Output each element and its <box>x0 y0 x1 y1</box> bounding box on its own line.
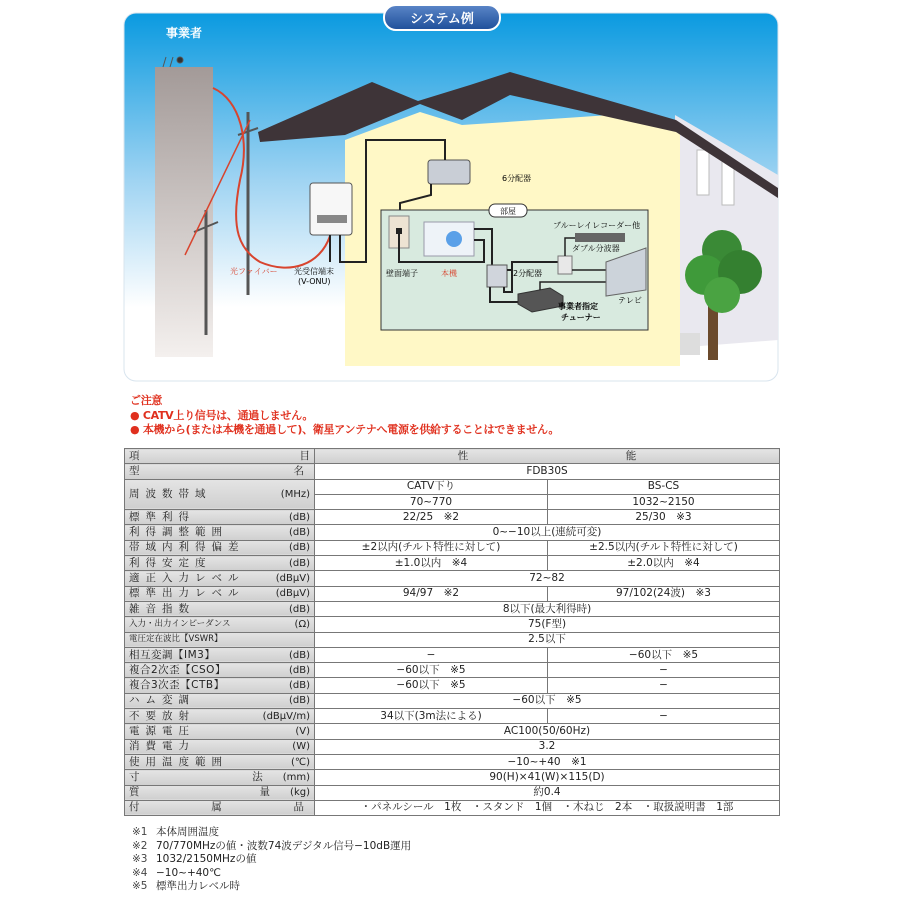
spec-row <box>125 800 780 815</box>
spec-row <box>125 464 780 479</box>
spec-value: 1032~2150 <box>548 494 780 509</box>
spec-label: 付 <box>129 801 146 814</box>
spec-label-end: 量 <box>259 786 277 799</box>
spec-row <box>125 709 780 724</box>
spec-row <box>125 754 780 769</box>
spec-value: − <box>548 678 780 693</box>
footnote-mark: ※1 <box>132 826 148 838</box>
spec-label: 電圧定在波比【VSWR】 <box>129 634 223 645</box>
spec-label: 複合3次歪【CTB】 <box>129 679 225 692</box>
spec-value: ±1.0以内 ※4 <box>315 556 548 571</box>
diplexer-label: ダブル分波器 <box>572 244 620 253</box>
spec-row <box>125 785 780 800</box>
spec-value: ・パネルシール 1枚 ・スタンド 1個 ・木ねじ 2本 ・取扱説明書 1部 <box>315 800 780 815</box>
spec-value: 2.5以下 <box>315 632 780 647</box>
spec-row <box>125 663 780 678</box>
footnote <box>132 880 411 894</box>
spec-row <box>125 770 780 785</box>
system-diagram <box>0 0 900 395</box>
spec-unit: (W) <box>292 741 310 753</box>
spec-label: 相互変調【IM3】 <box>129 648 216 661</box>
spec-unit: (dB) <box>288 603 310 615</box>
spec-row <box>125 724 780 739</box>
spec-value: 8以下(最大利得時) <box>315 601 780 616</box>
spec-unit: (Ω) <box>294 618 310 630</box>
onu-device <box>310 183 352 235</box>
spec-row <box>125 479 780 494</box>
footnote <box>132 867 411 881</box>
spec-value: ±2以内(チルト特性に対して) <box>315 540 548 555</box>
spec-row <box>125 617 780 632</box>
spec-unit: (dB) <box>288 511 310 523</box>
spec-value: − <box>548 663 780 678</box>
spec-value: AC100(50/60Hz) <box>315 724 780 739</box>
spec-unit: (kg) <box>290 787 310 799</box>
spec-row <box>125 678 780 693</box>
spec-label: 使用温度範囲 <box>129 755 228 768</box>
spec-value: 97/102(24波) ※3 <box>548 586 780 601</box>
spec-value: CATV下り <box>315 479 548 494</box>
spec-value: ±2.0以内 ※4 <box>548 556 780 571</box>
spec-table <box>124 448 780 816</box>
spec-row <box>125 647 780 662</box>
spec-label: 利得安定度 <box>129 556 212 569</box>
spec-label: 電源電圧 <box>129 724 195 737</box>
onu-label-sub: (V-ONU) <box>298 277 331 286</box>
splitter2-label: 2分配器 <box>513 269 543 278</box>
spec-label: 不要放射 <box>129 709 195 722</box>
footnote-mark: ※3 <box>132 853 148 865</box>
spec-unit: (dB) <box>288 649 310 661</box>
spec-label: ハム変調 <box>129 694 195 707</box>
spec-value: 22/25 ※2 <box>315 510 548 525</box>
spec-value: −60以下 ※5 <box>315 678 548 693</box>
spec-row <box>125 510 780 525</box>
footnote-text: 1032/2150MHzの値 <box>156 853 257 865</box>
footnote <box>132 840 411 854</box>
spec-value: 70~770 <box>315 494 548 509</box>
spec-value: −60以下 ※5 <box>315 663 548 678</box>
spec-label-end: 品 <box>293 801 310 814</box>
spec-value: 0~−10以上(連続可変) <box>315 525 780 540</box>
spec-row <box>125 739 780 754</box>
spec-label-mid: 属 <box>211 801 228 814</box>
spec-label: 帯域内利得偏差 <box>129 541 245 554</box>
diplexer-device <box>558 256 572 274</box>
spec-value: 90(H)×41(W)×115(D) <box>315 770 780 785</box>
spec-value: BS-CS <box>548 479 780 494</box>
operator-building <box>155 67 213 357</box>
room-label: 部屋 <box>500 207 516 216</box>
splitter-6way <box>428 160 470 184</box>
caution-item: ● 本機から(または本機を通過して)、衛星アンテナへ電源を供給することはできません。 <box>130 423 560 436</box>
wall-terminal-label: 壁面端子 <box>386 269 418 278</box>
spec-value: 約0.4 <box>315 785 780 800</box>
spec-label: 入力・出力インピーダンス <box>129 618 231 629</box>
device-label: 本機 <box>441 269 457 278</box>
fiber-label: 光ファイバー <box>230 267 278 276</box>
spec-label: 質 <box>129 786 146 799</box>
spec-row <box>125 571 780 586</box>
footnote-mark: ※2 <box>132 839 148 852</box>
splitter-2way <box>487 265 507 287</box>
spec-row <box>125 601 780 616</box>
spec-row <box>125 540 780 555</box>
spec-row <box>125 693 780 708</box>
caution-item: ● CATV上り信号は、通過しません。 <box>130 408 314 422</box>
spec-unit: (dB) <box>288 557 310 569</box>
spec-value: ±2.5以内(チルト特性に対して) <box>548 540 780 555</box>
spec-value: 94/97 ※2 <box>315 586 548 601</box>
spec-unit: (℃) <box>290 756 310 768</box>
spec-unit: (mm) <box>282 771 310 783</box>
footnote-mark: ※5 <box>132 880 148 892</box>
spec-value: −60以下 ※5 <box>548 647 780 662</box>
spec-value: − <box>315 647 548 662</box>
footnote-mark: ※4 <box>132 866 148 879</box>
header-item: 項 <box>129 449 140 462</box>
spec-row <box>125 586 780 601</box>
footnote-text: 70/770MHzの値・波数74波デジタル信号−10dB運用 <box>156 839 412 852</box>
header-item-end: 目 <box>299 449 310 462</box>
spec-unit: (dB) <box>288 680 310 692</box>
splitter6-label: 6分配器 <box>502 174 532 183</box>
tv-label: テレビ <box>618 296 642 305</box>
spec-unit: (dBμV/m) <box>262 710 310 722</box>
spec-value: − <box>548 709 780 724</box>
spec-label: 寸 <box>129 770 146 783</box>
spec-label: 周波数帯域 <box>129 487 212 500</box>
spec-value: FDB30S <box>315 464 780 479</box>
spec-label-end: 名 <box>293 464 310 477</box>
operator-label: 事業者 <box>166 26 203 40</box>
spec-unit: (dB) <box>288 695 310 707</box>
spec-label: 利得調整範囲 <box>129 526 228 539</box>
spec-unit: (dB) <box>288 664 310 676</box>
spec-label: 型 <box>129 464 146 477</box>
footnote-text: 本体周囲温度 <box>156 826 219 838</box>
spec-label: 消費電力 <box>129 740 195 753</box>
bluray-label: ブルーレイレコーダー他 <box>553 221 641 230</box>
spec-label-end: 法 <box>252 770 269 783</box>
spec-label: 雑音指数 <box>129 602 195 615</box>
spec-unit: (dB) <box>288 542 310 554</box>
spec-value: 25/30 ※3 <box>548 510 780 525</box>
caution-title: ご注意 <box>130 394 163 407</box>
spec-value: −10~+40 ※1 <box>315 754 780 769</box>
header-perf: 性 <box>457 449 469 462</box>
spec-unit: (MHz) <box>280 488 310 500</box>
caution-notes <box>130 394 559 438</box>
spec-label: 適正入力レベル <box>129 572 245 585</box>
spec-header-row <box>125 449 780 464</box>
tuner-label: 事業者指定 <box>558 302 598 311</box>
footnote-text: −10~+40℃ <box>156 866 221 879</box>
spec-label: 標準利得 <box>129 510 195 523</box>
spec-value: 3.2 <box>315 739 780 754</box>
spec-label: 標準出力レベル <box>129 587 245 600</box>
spec-unit: (dB) <box>288 527 310 539</box>
spec-row <box>125 632 780 647</box>
spec-unit: (dBμV) <box>275 573 310 585</box>
spec-value: 34以下(3m法による) <box>315 709 548 724</box>
spec-value: 75(F型) <box>315 617 780 632</box>
footnote-text: 標準出力レベル時 <box>156 880 240 892</box>
diagram-title: システム例 <box>410 12 474 27</box>
header-perf-end: 能 <box>625 449 637 462</box>
spec-unit: (dBμV) <box>275 588 310 600</box>
spec-row <box>125 525 780 540</box>
spec-value: 72~82 <box>315 571 780 586</box>
footnote <box>132 853 411 867</box>
footnote <box>132 826 411 840</box>
footnotes <box>132 826 411 894</box>
spec-unit: (V) <box>295 725 310 737</box>
tuner-label-sub: チューナー <box>561 313 601 322</box>
spec-value: −60以下 ※5 <box>315 693 780 708</box>
spec-row <box>125 556 780 571</box>
bluray-recorder <box>575 233 625 242</box>
spec-label: 複合2次歪【CSO】 <box>129 663 226 676</box>
onu-label: 光受信端末 <box>294 267 334 276</box>
